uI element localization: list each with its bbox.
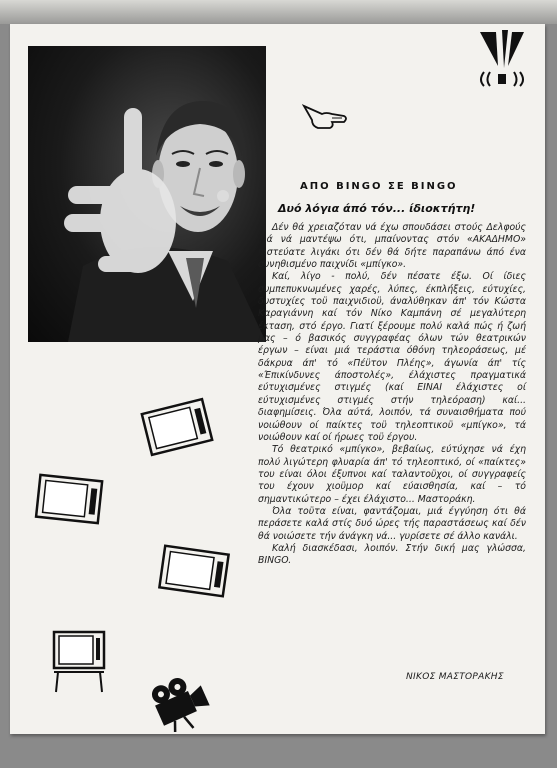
article-body — [258, 222, 526, 568]
author-signature: ΝΙΚΟΣ ΜΑΣΤΟΡΑΚΗΣ — [406, 672, 504, 682]
tv-set-icon — [50, 628, 108, 694]
article-subtitle: Δυό λόγια άπό τόν... ίδιοκτήτη! — [278, 202, 476, 215]
paragraph: Τό θεατρικό «μπίγκο», βεβαίως, εύτύχησε νά έχη πολύ λιγώτερη φλυαρία άπ' τό τηλεοπτικό, οί «παίκτες» του είναι όλοι έξυπνοι καί ταλαντοϋχοι, οί συγγραφείς του έχουν χιοϋμορ καί εύαισθησία, καί – τό σημαντικώτερο – έχει έλάχιστο... Μαστοράκη. — [258, 444, 526, 505]
paragraph: Καί, λίγο - πολύ, δέν πέσατε έξω. Οί ίδιες συμπεπυκνωμένες χαρές, λύπες, έκπλήξεις, εύτυχίες, δυστυχίες τοϋ παιχνιδιοϋ, άναλύθηκαν άπ' τόν Κώστα Καραγιάννη καί τόν Νίκο Καμπάνη σέ μεγαλύτερη έκταση, στό έργο. Γιατί ξέρουμε πολύ καλά πώς ή ζωή μας – ό βασικός συγγραφέας όλων τών θεατρικών έργων – είναι μιά τεράστια όθόνη τηλεοράσεως, μέ δάκρυα άπ' τό «Πέϋτον Πλέης», άγωνία άπ' τίς «Έπικίνδυνες άποστολές», έλάχιστες πραγματικά εύτυχισμένες στιγμές (καί ΕΙΝΑΙ έλάχιστες οί εύτυχισμένες στιγμές στήν τηλεόραση) καί... διαφημίσεις. Όλα αύτά, λοιπόν, τά συναισθήματα πού νοιώθουν οί παίκτες τοϋ τηλεοπτικοϋ «μπίγκο», τά νοιώθουν καί οί ήρωες τοϋ έργου. — [258, 271, 526, 443]
portrait-photo — [28, 46, 266, 342]
paragraph: Δέν θά χρειαζόταν νά έχω σπουδάσει στούς Δελφούς γιά νά μαντέψω ότι, μπαίνοντας στόν «ΑΚΑΔΗΜΟ» πιστεύατε λιγάκι ότι δέν θά δήτε παραπάνω άπό ένα συνηθισμένο παιχνίδι «μπίγκο». — [258, 222, 526, 271]
paragraph: Όλα τοϋτα είναι, φαντάζομαι, μιά έγγύηση ότι θά περάσετε καλά στίς δυό ώρες τής παραστάσεως καί δέν θά νοιώσετε τήν άνάγκη νά... γυρίσετε σέ άλλο κανάλι. — [258, 505, 526, 542]
page-edge — [0, 0, 557, 24]
article-headline: ΑΠΟ BINGO ΣΕ BINGO — [300, 181, 458, 192]
pointing-hand-icon — [302, 100, 350, 132]
tv-icon — [32, 470, 106, 530]
akadimos-logo-icon — [474, 28, 530, 88]
closing-line: Καλή διασκέδασι, λοιπόν. Στήν δική μας γλώσσα, BINGO. — [258, 542, 526, 567]
tv-icon — [140, 396, 214, 458]
film-camera-icon — [148, 672, 218, 732]
tv-icon — [156, 540, 232, 602]
